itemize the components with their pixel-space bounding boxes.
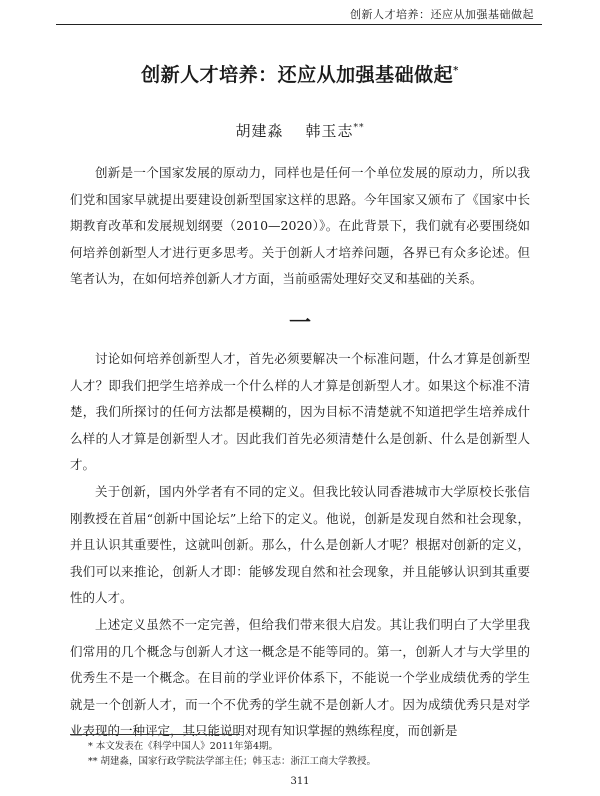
footnote-mark: * [88,741,93,752]
body-paragraph: 讨论如何培养创新型人才，首先必须要解决一个标准问题，什么才算是创新型人才？即我们把学生培养成一个什么样的人才算是创新型人才。如果这个标准不清楚，我们所探讨的任何方法都是模糊的，因为目标不清楚就不知道把学生培养成什么样的人才算是创新型人才。因此我们首先必须清楚什么是创新、什么是创新型人才。 [70,351,530,472]
article-title [0,60,600,87]
footnote-text: 本文发表在《科学中国人》2011年第4期。 [95,741,279,752]
author-name: 胡建淼 [235,122,284,140]
section-number: 一 [288,310,311,336]
footnote-mark: ** [88,756,98,767]
running-head: 创新人才培养：还应从加强基础做起 [350,8,534,21]
footnote-rule [70,734,240,735]
title-text: 创新人才培养：还应从加强基础做起 [141,64,454,86]
header-rule [56,24,542,25]
author-footnote-mark: ** [353,123,365,133]
author-line [0,120,600,141]
footnote [88,740,278,754]
body-paragraph: 关于创新，国内外学者有不同的定义。但我比较认同香港城市大学原校长张信刚教授在首届“创新中国论坛”上给下的定义。他说，创新是发现自然和社会现象，并且认识其重要性，这就叫创新。那么，什么是创新人才呢？根据对创新的定义，我们可以来推论，创新人才即：能够发现自然和社会现象，并且能够认识到其重要性的人才。 [70,484,530,605]
page-number: 311 [290,776,310,787]
body-paragraph: 上述定义虽然不一定完善，但给我们带来很大启发。其让我们明白了大学里我们常用的几个概念与创新人才这一概念是不能等同的。第一，创新人才与大学里的优秀生不是一个概念。在目前的学业评价体系下，不能说一个学业成绩优秀的学生就是一个创新人才，而一个不优秀的学生就不是创新人才。因为成绩优秀只是对学业表现的一种评定，其只能说明对现有知识掌握的熟练程度，而创新是 [70,617,530,738]
footnote [88,755,376,769]
footnote-text: 胡建淼，国家行政学院法学部主任；韩玉志：浙江工商大学教授。 [100,756,377,767]
abstract-paragraph: 创新是一个国家发展的原动力，同样也是任何一个单位发展的原动力，所以我们党和国家早就提出要建设创新型国家这样的思路。今年国家又颁布了《国家中长期教育改革和发展规划纲要（2010—2020）》。在此背景下，我们就有必要围绕如何培养创新型人才进行更多思考。关于创新人才培养问题，各界已有众多论述。但笔者认为，在如何培养创新人才方面，当前亟需处理好交叉和基础的关系。 [70,165,530,286]
title-footnote-mark: * [453,65,459,77]
author-name: 韩玉志 [305,122,354,140]
